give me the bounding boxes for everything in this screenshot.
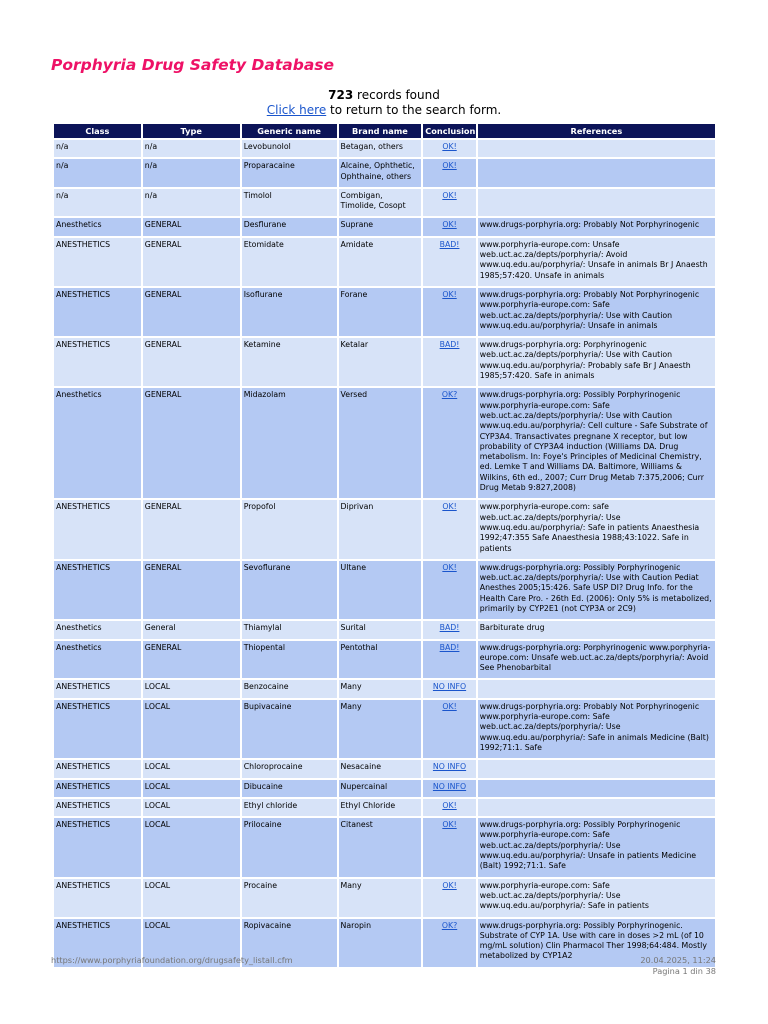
conclusion-link[interactable]: OK! [442,800,457,810]
cell-brand-name: Nupercainal [339,780,422,797]
cell-type: GENERAL [143,561,240,619]
cell-conclusion [423,641,475,679]
conclusion-link[interactable]: NO INFO [432,682,467,692]
table-row [54,500,715,558]
conclusion-link[interactable]: OK! [442,289,457,299]
cell-brand-name: Citanest [339,818,422,876]
cell-brand-name: Ultane [339,561,422,619]
cell-conclusion [423,189,475,217]
cell-brand-name: Forane [339,288,422,336]
cell-generic-name: Midazolam [242,388,337,498]
return-text: to return to the search form. [330,103,502,117]
table-row [54,338,715,386]
column-header-generic-name: Generic name [242,124,337,138]
table-row [54,621,715,638]
cell-type: n/a [143,189,240,217]
cell-conclusion [423,799,475,816]
cell-generic-name: Thiamylal [242,621,337,638]
table-row [54,288,715,336]
conclusion-link[interactable]: OK! [442,880,457,890]
cell-generic-name: Thiopental [242,641,337,679]
return-to-search-link[interactable]: Click here [266,103,327,117]
table-row [54,680,715,697]
cell-conclusion [423,140,475,157]
cell-class: ANESTHETICS [54,338,141,386]
footer-page-info: Pagina 1 din 38 [652,966,716,976]
cell-generic-name: Benzocaine [242,680,337,697]
table-row [54,238,715,286]
cell-conclusion [423,760,475,777]
cell-type: General [143,621,240,638]
cell-references: www.drugs-porphyria.org: Probably Not Porphyrinogenic www.porphyria-europe.com: Safe web.uct.ac.za/depts/porphyria/: Use with Caution www.uq.edu.au/porphyria/: Unsafe in animals [478,288,715,336]
conclusion-link[interactable]: OK! [442,161,457,171]
cell-conclusion [423,680,475,697]
cell-class: ANESTHETICS [54,799,141,816]
records-summary [0,88,768,118]
cell-class: Anesthetics [54,621,141,638]
cell-references: www.drugs-porphyria.org: Possibly Porphyrinogenic. Substrate of CYP 1A. Use with care in doses >2 mL (of 10 mg/mL solution) Clin Pharmacol Ther 1998;64:484. Mostly metabolized by CYP1A2 [478,919,715,967]
cell-type: n/a [143,140,240,157]
cell-brand-name: Pentothal [339,641,422,679]
conclusion-link[interactable]: OK? [441,390,458,400]
cell-references: www.porphyria-europe.com: safe web.uct.ac.za/depts/porphyria/: Use www.uq.edu.au/porphyria/: Safe in patients Anaesthesia 1992;47:355 Safe Anaesthesia 1988;43:1022. Safe in patients [478,500,715,558]
conclusion-link[interactable]: BAD! [439,340,460,350]
cell-references [478,159,715,187]
cell-brand-name: Diprivan [339,500,422,558]
cell-class: ANESTHETICS [54,818,141,876]
cell-conclusion [423,218,475,235]
column-header-type: Type [143,124,240,138]
cell-type: LOCAL [143,919,240,967]
cell-conclusion [423,780,475,797]
cell-conclusion [423,288,475,336]
cell-type: LOCAL [143,780,240,797]
cell-conclusion [423,159,475,187]
table-row [54,760,715,777]
table-row [54,799,715,816]
cell-brand-name: Many [339,680,422,697]
cell-class: ANESTHETICS [54,879,141,917]
cell-class: ANESTHETICS [54,680,141,697]
cell-type: GENERAL [143,338,240,386]
cell-generic-name: Propofol [242,500,337,558]
cell-type: LOCAL [143,680,240,697]
cell-generic-name: Desflurane [242,218,337,235]
cell-references: www.porphyria-europe.com: Safe web.uct.ac.za/depts/porphyria/: Use www.uq.edu.au/porphyria/: Safe in patients [478,879,715,917]
footer-date: 20.04.2025, 11:24 [640,955,716,965]
return-line [0,103,768,118]
column-header-class: Class [54,124,141,138]
cell-brand-name: Surital [339,621,422,638]
cell-generic-name: Dibucaine [242,780,337,797]
cell-generic-name: Ropivacaine [242,919,337,967]
table-row [54,561,715,619]
cell-class: Anesthetics [54,388,141,498]
footer-date-block [640,955,716,977]
cell-brand-name: Suprane [339,218,422,235]
cell-references: www.drugs-porphyria.org: Probably Not Porphyrinogenic [478,218,715,235]
cell-generic-name: Prilocaine [242,818,337,876]
table-row [54,879,715,917]
cell-conclusion [423,500,475,558]
conclusion-link[interactable]: OK! [442,190,457,200]
cell-class: n/a [54,159,141,187]
table-row [54,641,715,679]
drug-results-table [52,122,717,969]
column-header-references: References [478,124,715,138]
conclusion-link[interactable]: NO INFO [432,781,467,791]
table-row [54,218,715,235]
cell-references [478,799,715,816]
cell-class: Anesthetics [54,218,141,235]
cell-generic-name: Sevoflurane [242,561,337,619]
cell-references [478,760,715,777]
cell-conclusion [423,621,475,638]
cell-class: ANESTHETICS [54,238,141,286]
cell-brand-name: Nesacaine [339,760,422,777]
cell-generic-name: Proparacaine [242,159,337,187]
cell-references: www.porphyria-europe.com: Unsafe web.uct.ac.za/depts/porphyria/: Avoid www.uq.edu.au/porphyria/: Unsafe in animals Br J Anaesth 1985;57:420. Unsafe in animals [478,238,715,286]
cell-type: LOCAL [143,760,240,777]
records-count-line [0,88,768,103]
cell-generic-name: Ketamine [242,338,337,386]
cell-brand-name: Betagan, others [339,140,422,157]
cell-references: www.drugs-porphyria.org: Possibly Porphyrinogenic web.uct.ac.za/depts/porphyria/: Use with Caution Pediat Anesthes 2005;15:426. Safe USP DI? Drug Info. for the Health Care Pro. - 26th Ed. (2006): Only 5% is metabolized, primarily by CYP2E1 (not CYP3A or 2C9) [478,561,715,619]
cell-type: GENERAL [143,500,240,558]
table-row [54,189,715,217]
cell-conclusion [423,919,475,967]
cell-type: GENERAL [143,288,240,336]
cell-type: GENERAL [143,238,240,286]
cell-references [478,189,715,217]
cell-type: LOCAL [143,700,240,758]
cell-class: n/a [54,140,141,157]
cell-type: GENERAL [143,388,240,498]
conclusion-link[interactable]: BAD! [439,239,460,249]
page-title: Porphyria Drug Safety Database [51,56,335,74]
cell-conclusion [423,388,475,498]
cell-conclusion [423,338,475,386]
cell-brand-name: Naropin [339,919,422,967]
records-found-label: records found [357,88,440,102]
conclusion-link[interactable]: OK! [442,502,457,512]
conclusion-link[interactable]: BAD! [439,623,460,633]
cell-references [478,680,715,697]
cell-references: www.drugs-porphyria.org: Porphyrinogenic www.porphyria-europe.com: Unsafe web.uct.ac.za/depts/porphyria/: Avoid See Phenobarbital [478,641,715,679]
cell-brand-name: Amidate [339,238,422,286]
table-row [54,700,715,758]
table-row [54,388,715,498]
table-row [54,140,715,157]
conclusion-link[interactable]: OK! [442,142,457,151]
conclusion-link[interactable]: OK! [442,701,457,711]
cell-generic-name: Procaine [242,879,337,917]
cell-generic-name: Isoflurane [242,288,337,336]
cell-brand-name: Many [339,700,422,758]
conclusion-link[interactable]: OK! [442,820,457,830]
table-row [54,818,715,876]
cell-class: ANESTHETICS [54,561,141,619]
cell-conclusion [423,561,475,619]
cell-generic-name: Levobunolol [242,140,337,157]
cell-type: GENERAL [143,218,240,235]
cell-conclusion [423,238,475,286]
table-row [54,780,715,797]
cell-conclusion [423,700,475,758]
cell-references [478,780,715,797]
conclusion-link[interactable]: OK! [442,562,457,572]
cell-references: www.drugs-porphyria.org: Probably Not Porphyrinogenic www.porphyria-europe.com: Safe web.uct.ac.za/depts/porphyria/: Use www.uq.edu.au/porphyria/: Safe in animals Medicine (Balt) 1992;71:1. Safe [478,700,715,758]
cell-type: GENERAL [143,641,240,679]
record-count: 723 [328,88,354,102]
cell-class: Anesthetics [54,641,141,679]
cell-conclusion [423,818,475,876]
conclusion-link[interactable]: NO INFO [432,762,467,772]
cell-references: Barbiturate drug [478,621,715,638]
cell-type: n/a [143,159,240,187]
cell-references: www.drugs-porphyria.org: Possibly Porphyrinogenic www.porphyria-europe.com: Safe web.uct.ac.za/depts/porphyria/: Use www.uq.edu.au/porphyria/: Unsafe in patients Medicine (Balt) 1992;71:1. Safe [478,818,715,876]
conclusion-link[interactable]: OK! [442,220,457,230]
cell-type: LOCAL [143,818,240,876]
cell-generic-name: Chloroprocaine [242,760,337,777]
cell-class: ANESTHETICS [54,700,141,758]
conclusion-link[interactable]: OK? [441,920,458,930]
cell-class: ANESTHETICS [54,760,141,777]
cell-class: n/a [54,189,141,217]
cell-type: LOCAL [143,879,240,917]
cell-references: www.drugs-porphyria.org: Porphyrinogenic web.uct.ac.za/depts/porphyria/: Use with Caution www.uq.edu.au/porphyria/: Probably safe Br J Anaesth 1985;57:420. Safe in animals [478,338,715,386]
cell-brand-name: Many [339,879,422,917]
cell-class: ANESTHETICS [54,288,141,336]
cell-brand-name: Ketalar [339,338,422,386]
cell-generic-name: Etomidate [242,238,337,286]
footer-url: https://www.porphyriafoundation.org/drugsafety_listall.cfm [51,955,293,965]
cell-type: LOCAL [143,799,240,816]
conclusion-link[interactable]: BAD! [439,642,460,652]
cell-generic-name: Bupivacaine [242,700,337,758]
cell-class: ANESTHETICS [54,780,141,797]
cell-references: www.drugs-porphyria.org: Possibly Porphyrinogenic www.porphyria-europe.com: Safe web.uct.ac.za/depts/porphyria/: Use with Caution www.uq.edu.au/porphyria/: Cell culture - Safe Substrate of CYP3A4. Transactivates pregnane X receptor, but low probability of CYP3A4 induction (Williams DA. Drug metabolism. In: Foye's Principles of Medicinal Chemistry, ed. Lemke T and Williams DA. Baltimore, Williams & Wilkins, 6th ed., 2007; Curr Drug Metab 7:375,2006; Curr Drug Metab 9:827,2008) [478,388,715,498]
cell-class: ANESTHETICS [54,500,141,558]
cell-generic-name: Ethyl chloride [242,799,337,816]
column-header-conclusion: Conclusion [425,126,476,136]
column-header-brand-name: Brand name [339,124,422,138]
cell-brand-name: Versed [339,388,422,498]
cell-brand-name: Ethyl Chloride [339,799,422,816]
table-row [54,159,715,187]
cell-conclusion [423,879,475,917]
cell-brand-name: Combigan, Timolide, Cosopt [339,189,422,217]
cell-references [478,140,715,157]
cell-brand-name: Alcaine, Ophthetic, Ophthaine, others [339,159,422,187]
cell-generic-name: Timolol [242,189,337,217]
table-header-row [54,124,715,138]
cell-class: ANESTHETICS [54,919,141,967]
